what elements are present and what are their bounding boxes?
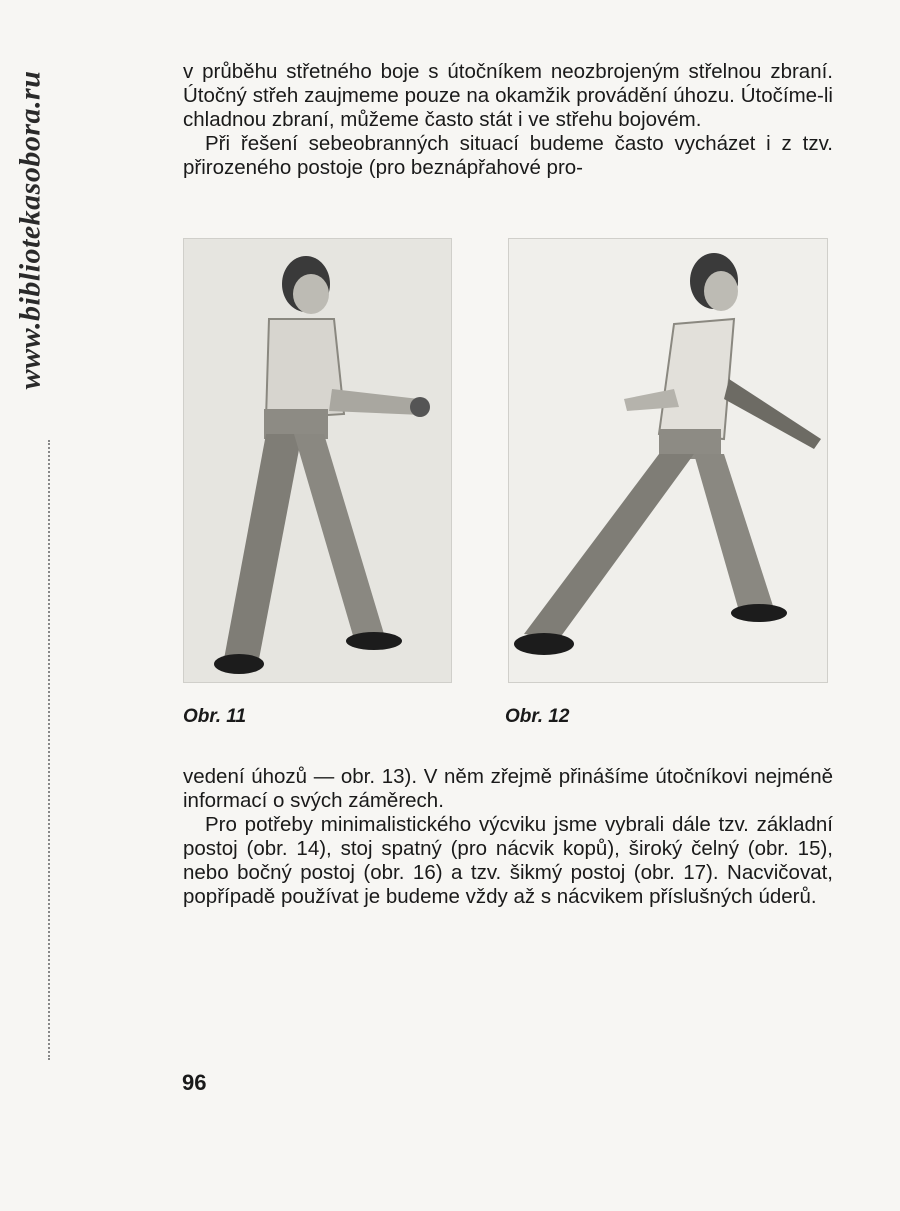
figure-12-photo <box>508 238 828 683</box>
paragraph-4: Pro potřeby minimalistického výcviku jsme vybrali dále tzv. základní postoj (obr. 14), stoj spatný (pro nácvik kopů), široký čelný (obr. 15), nebo bočný postoj (obr. 16) a tzv. šikmý postoj (obr. 17). Nacvičovat, popřípadě používat je budeme vždy až s nácvikem příslušných úderů. <box>183 813 833 908</box>
figure-11-caption: Obr. 11 <box>183 706 247 727</box>
watermark-text: www.bibliotekasobora.ru <box>13 70 46 390</box>
paragraph-2: Při řešení sebeobranných situací budeme často vycházet i z tzv. přirozeného postoje (pro beznápřahové pro- <box>183 132 833 179</box>
page-edge-shadow <box>48 440 52 1060</box>
paragraph-1: v průběhu střetného boje s útočníkem neozbrojeným střelnou zbraní. Útočný střeh zaujmeme pouze na okamžik provádění úhozu. Útočíme-li chladnou zbraní, můžeme často stát i ve střehu bojovém. <box>183 60 833 131</box>
paragraph-3: vedení úhozů — obr. 13). V něm zřejmě přinášíme útočníkovi nejméně informací o svých záměrech. <box>183 765 833 812</box>
watermark <box>10 20 50 440</box>
bottom-text-block <box>183 765 833 909</box>
figure-12-illustration <box>509 239 827 682</box>
page-number: 96 <box>182 1070 207 1095</box>
top-text-block <box>183 60 833 180</box>
figure-12-caption: Obr. 12 <box>505 706 570 727</box>
figure-11-photo <box>183 238 452 683</box>
figure-11-illustration <box>184 239 451 682</box>
